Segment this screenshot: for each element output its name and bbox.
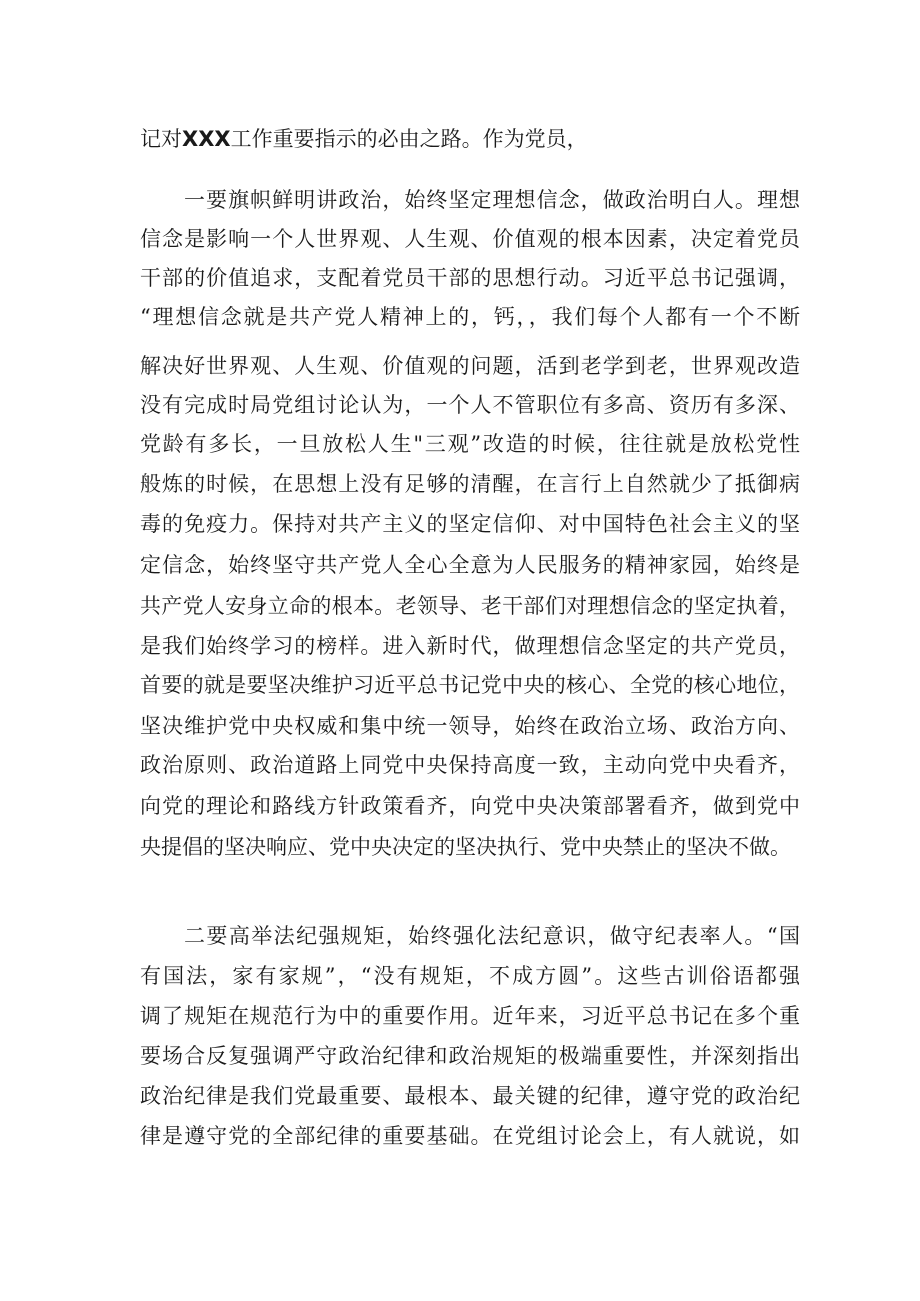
- paragraph-1-line: 首要的就是要坚决维护习近平总书记党中央的核心、全党的核心地位，: [140, 673, 800, 697]
- paragraph-1-line: 是我们始终学习的榜样。进入新时代，做理想信念坚定的共产党员，: [140, 634, 800, 658]
- paragraph-1-line: 般炼的时候，在思想上没有足够的清醒，在言行上自然就少了抵御病: [140, 472, 800, 496]
- paragraph-1-line: “理想信念就是共产党人精神上的，钙，，我们每个人都有一个不断: [140, 305, 800, 329]
- opening-text-before: 记对: [140, 127, 182, 151]
- paragraph-2-line: 要场合反复强调严守政治纪律和政治规矩的极端重要性，并深刻指出: [140, 1044, 800, 1068]
- paragraph-1-line: 政治原则、政治道路上同党中央保持高度一致，主动向党中央看齐，: [140, 753, 800, 777]
- paragraph-1-line: 坚决维护党中央权威和集中统一领导，始终在政治立场、政治方向、: [140, 714, 800, 738]
- paragraph-1-line: 党龄有多长，一旦放松人生"三观”改造的时候，往往就是放松党性: [140, 432, 800, 456]
- paragraph-1-line: 信念是影响一个人世界观、人生观、价值观的根本因素，决定着党员: [140, 227, 800, 251]
- paragraph-2-line: 二要高举法纪强规矩，始终强化法纪意识，做守纪表率人。“国: [184, 924, 800, 948]
- paragraph-2-line: 调了规矩在规范行为中的重要作用。近年来，习近平总书记在多个重: [140, 1004, 800, 1028]
- paragraph-1-line: 共产党人安身立命的根本。老领导、老干部们对理想信念的坚定执着，: [140, 594, 800, 618]
- paragraph-2-line: 有国法，家有家规”，“没有规矩，不成方圆”。这些古训俗语都强: [140, 964, 800, 988]
- paragraph-1-line: 解决好世界观、人生观、价值观的问题，活到老学到老，世界观改造: [140, 354, 800, 378]
- paragraph-2-line: 政治纪律是我们党最重要、最根本、最关键的纪律，遵守党的政治纪: [140, 1084, 800, 1108]
- paragraph-1-line: 一要旗帜鲜明讲政治，始终坚定理想信念，做政治明白人。理想: [184, 188, 800, 212]
- paragraph-1-line: 干部的价值追求，支配着党员干部的思想行动。习近平总书记强调，: [140, 266, 800, 290]
- paragraph-1-line: 央提倡的坚决响应、党中央决定的坚决执行、党中央禁止的坚决不做。: [140, 835, 791, 859]
- opening-placeholder-bold: XXX: [182, 127, 231, 151]
- opening-line: [140, 120, 800, 158]
- paragraph-1-line: 毒的免疫力。保持对共产主义的坚定信仰、对中国特色社会主义的坚: [140, 512, 800, 536]
- paragraph-2-line: 律是遵守党的全部纪律的重要基础。在党组讨论会上，有人就说，如: [140, 1124, 800, 1148]
- paragraph-1-line: 向党的理论和路线方针政策看齐，向党中央决策部署看齐，做到党中: [140, 794, 800, 818]
- paragraph-1-line: 定信念，始终坚守共产党人全心全意为人民服务的精神家园，始终是: [140, 553, 800, 577]
- paragraph-1-line: 没有完成时局党组讨论认为，一个人不管职位有多高、资历有多深、: [140, 393, 800, 417]
- opening-text-after: 工作重要指示的必由之路。作为党员，: [230, 127, 588, 151]
